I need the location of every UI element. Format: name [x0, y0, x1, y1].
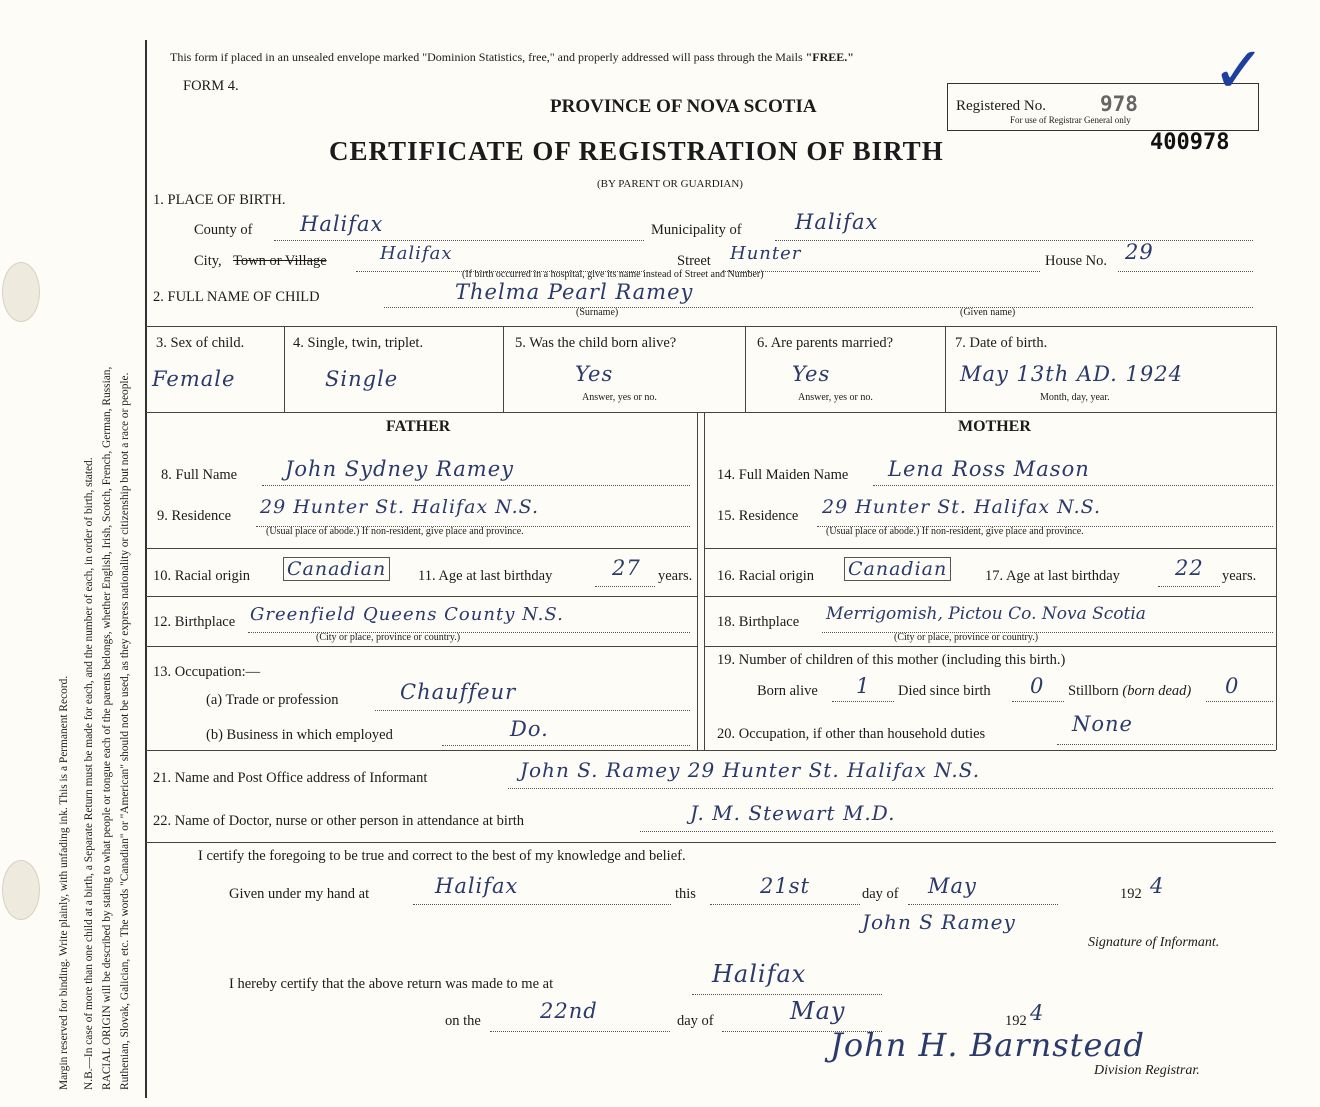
- trade-value: Chauffeur: [400, 680, 517, 704]
- form-number: FORM 4.: [183, 78, 239, 94]
- parents-divider-b: [704, 412, 705, 750]
- parents-right: [1276, 412, 1277, 750]
- box-divider-4: [945, 326, 946, 412]
- child-name-line: [384, 307, 1253, 308]
- father-age-line: [595, 586, 655, 587]
- registered-label: Registered No.: [956, 98, 1046, 114]
- row12-line-right: [704, 646, 1276, 647]
- mother-heading: MOTHER: [958, 418, 1031, 435]
- registered-number: 978: [1100, 92, 1138, 116]
- reg-day-of-label: day of: [677, 1013, 714, 1029]
- parents-bottom-line: [146, 750, 1276, 751]
- died-line: [1012, 701, 1064, 702]
- mother-racial-label: 16. Racial origin: [717, 568, 815, 584]
- given-year-prefix: 192: [1120, 886, 1142, 902]
- registrar-place-line: [692, 994, 882, 995]
- municipality-value: Halifax: [795, 210, 879, 234]
- surname-note: (Surname): [576, 307, 619, 318]
- row9-line-right: [704, 548, 1276, 549]
- margin-note-multiple-births: N.B.—In case of more than one child at a birth, a Separate Return must be made for each, and the number of each, in order of birth, stated.: [83, 457, 95, 1090]
- business-line: [442, 745, 690, 746]
- mother-age-line: [1158, 586, 1220, 587]
- municipality-label: Municipality of: [651, 222, 742, 238]
- row12-line-left: [146, 646, 697, 647]
- mother-occupation-value: None: [1072, 712, 1133, 736]
- box-divider-1: [284, 326, 285, 412]
- mother-occupation-label: 20. Occupation, if other than household duties: [717, 726, 986, 742]
- registrar-statement: I hereby certify that the above return was made to me at: [229, 976, 554, 992]
- father-heading: FATHER: [386, 418, 451, 435]
- informant-value: John S. Ramey 29 Hunter St. Halifax N.S.: [520, 758, 981, 782]
- father-name-value: John Sydney Ramey: [285, 457, 514, 481]
- given-place-line: [413, 904, 671, 905]
- row10-line-left: [146, 596, 697, 597]
- mother-birthplace-note: (City or place, province or country.): [894, 632, 1039, 643]
- died-value: 0: [1030, 674, 1045, 698]
- died-label: Died since birth: [898, 683, 991, 699]
- mother-residence-value: 29 Hunter St. Halifax N.S.: [822, 496, 1101, 518]
- street-line: [722, 271, 1040, 272]
- city-value: Halifax: [380, 243, 453, 264]
- given-day-value: 21st: [760, 874, 810, 898]
- certificate-title: CERTIFICATE OF REGISTRATION OF BIRTH: [329, 136, 944, 166]
- dob-value: May 13th AD. 1924: [960, 362, 1183, 386]
- mother-name-line: [873, 485, 1273, 486]
- father-birthplace-line: [248, 632, 690, 633]
- stillborn-value: 0: [1225, 674, 1240, 698]
- informant-line: [508, 788, 1273, 789]
- father-age-label: 11. Age at last birthday: [418, 568, 553, 584]
- dob-label: 7. Date of birth.: [955, 335, 1048, 351]
- child-name-label: 2. FULL NAME OF CHILD: [153, 289, 320, 305]
- sex-label: 3. Sex of child.: [156, 335, 245, 351]
- alive-label: 5. Was the child born alive?: [515, 335, 677, 351]
- father-racial-value: Canadian: [283, 557, 390, 581]
- informant-label: 21. Name and Post Office address of Informant: [153, 770, 428, 786]
- municipality-line: [775, 240, 1253, 241]
- reg-month-value: May: [790, 997, 846, 1025]
- mother-age-value: 22: [1175, 556, 1204, 580]
- father-years-label: years.: [658, 568, 693, 584]
- given-year-suffix: 4: [1150, 874, 1165, 898]
- mother-birthplace-value: Merrigomish, Pictou Co. Nova Scotia: [826, 604, 1146, 624]
- place-of-birth-heading: 1. PLACE OF BIRTH.: [153, 192, 286, 208]
- county-value: Halifax: [300, 212, 384, 236]
- stamped-number: 400978: [1150, 130, 1230, 155]
- father-name-line: [262, 485, 690, 486]
- business-label: (b) Business in which employed: [206, 727, 393, 743]
- father-residence-label: 9. Residence: [157, 508, 232, 524]
- house-label: House No.: [1045, 253, 1108, 269]
- on-the-label: on the: [445, 1013, 481, 1029]
- margin-note-binding: Margin reserved for binding. Write plainly, with unfading ink. This is a Permanent Record.: [58, 675, 70, 1090]
- alive-note: Answer, yes or no.: [582, 392, 657, 403]
- province-heading: PROVINCE OF NOVA SCOTIA: [550, 96, 817, 117]
- street-value: Hunter: [730, 243, 802, 264]
- certificate-subtitle: (BY PARENT OR GUARDIAN): [597, 178, 743, 190]
- row-top-line: [146, 326, 1276, 327]
- trade-label: (a) Trade or profession: [206, 692, 339, 708]
- doctor-value: J. M. Stewart M.D.: [690, 801, 896, 825]
- box-divider-2: [503, 326, 504, 412]
- mother-residence-note: (Usual place of abode.) If non-resident, give place and province.: [826, 526, 1084, 537]
- margin-note-racial-origin: RACIAL ORIGIN will be described by stating to what people or tongue each of the parents belongs, whether English, Irish, Scotch, French, German, Russian,: [101, 366, 113, 1090]
- box-right: [1276, 326, 1277, 412]
- city-label: City,: [194, 253, 222, 269]
- father-occupation-label: 13. Occupation:—: [153, 664, 261, 680]
- father-birthplace-value: Greenfield Queens County N.S.: [250, 604, 564, 625]
- house-line: [1118, 271, 1253, 272]
- father-birthplace-note: (City or place, province or country.): [316, 632, 461, 643]
- mother-occupation-line: [1057, 744, 1273, 745]
- registrar-signature-label: Division Registrar.: [1094, 1063, 1200, 1078]
- binding-hole-bottom: [2, 860, 40, 920]
- alive-value: Yes: [575, 362, 614, 386]
- hospital-note: (If birth occurred in a hospital, give its name instead of Street and Number): [462, 269, 764, 280]
- children-count-label: 19. Number of children of this mother (including this birth.): [717, 652, 1066, 668]
- father-residence-value: 29 Hunter St. Halifax N.S.: [260, 496, 539, 518]
- married-value: Yes: [792, 362, 831, 386]
- mother-birthplace-label: 18. Birthplace: [717, 614, 800, 630]
- registrar-use-note: For use of Registrar General only: [1010, 115, 1131, 125]
- plurality-label: 4. Single, twin, triplet.: [293, 335, 424, 351]
- street-label: Street: [677, 253, 711, 269]
- mother-age-label: 17. Age at last birthday: [985, 568, 1120, 584]
- reg-year-suffix: 4: [1030, 1001, 1045, 1025]
- binding-hole-top: [2, 262, 40, 322]
- given-day-line: [710, 904, 860, 905]
- house-value: 29: [1125, 240, 1154, 264]
- margin-note-racial-origin-cont: Ruthenian, Slovak, Galician, etc. The words "Canadian" or "American" should not be used, as they express nationality or citizenship but not a race or people.: [119, 372, 131, 1090]
- married-note: Answer, yes or no.: [798, 392, 873, 403]
- doctor-line: [640, 831, 1273, 832]
- given-this-label: this: [675, 886, 696, 902]
- doctor-label: 22. Name of Doctor, nurse or other person in attendance at birth: [153, 813, 525, 829]
- row9-line-left: [146, 548, 697, 549]
- given-month-value: May: [928, 874, 977, 898]
- plurality-value: Single: [325, 367, 399, 391]
- informant-signature: John S Ramey: [862, 910, 1016, 934]
- row10-line-right: [704, 596, 1276, 597]
- given-name-note: (Given name): [960, 307, 1016, 318]
- mother-name-label: 14. Full Maiden Name: [717, 467, 849, 483]
- reg-year-prefix: 192: [1005, 1013, 1027, 1029]
- father-residence-note: (Usual place of abode.) If non-resident, give place and province.: [266, 526, 524, 537]
- mother-birthplace-line: [822, 632, 1273, 633]
- child-name-value: Thelma Pearl Ramey: [455, 280, 694, 304]
- certification-statement: I certify the foregoing to be true and correct to the best of my knowledge and belief.: [198, 848, 686, 864]
- given-place-value: Halifax: [435, 874, 519, 898]
- parents-top-line: [146, 412, 1276, 413]
- mother-racial-value: Canadian: [844, 557, 951, 581]
- born-alive-label: Born alive: [757, 683, 818, 699]
- father-age-value: 27: [612, 556, 641, 580]
- town-label: Town or Village: [233, 253, 327, 269]
- registrar-signature: John H. Barnstead: [830, 1026, 1146, 1064]
- born-alive-value: 1: [856, 674, 871, 698]
- reg-day-value: 22nd: [540, 999, 598, 1023]
- given-day-of-label: day of: [862, 886, 899, 902]
- business-value: Do.: [510, 717, 549, 741]
- county-label: County of: [194, 222, 253, 238]
- stillborn-label: Stillborn (born dead): [1068, 683, 1192, 699]
- father-racial-label: 10. Racial origin: [153, 568, 251, 584]
- mother-residence-label: 15. Residence: [717, 508, 799, 524]
- check-mark-icon: ✓: [1212, 35, 1266, 106]
- married-label: 6. Are parents married?: [757, 335, 894, 351]
- born-alive-line: [832, 701, 894, 702]
- mother-years-label: years.: [1222, 568, 1257, 584]
- sex-value: Female: [152, 367, 236, 391]
- mail-notice: This form if placed in an unsealed envelope marked "Dominion Statistics, free," and properly addressed will pass through the Mails "FREE.": [170, 50, 854, 64]
- trade-line: [375, 710, 690, 711]
- father-birthplace-label: 12. Birthplace: [153, 614, 236, 630]
- dob-note: Month, day, year.: [1040, 392, 1110, 403]
- informant-signature-label: Signature of Informant.: [1088, 935, 1220, 950]
- box-divider-3: [745, 326, 746, 412]
- reg-day-line: [490, 1031, 670, 1032]
- county-line: [274, 240, 644, 241]
- given-month-line: [908, 904, 1058, 905]
- given-label: Given under my hand at: [229, 886, 370, 902]
- certification-top-line: [146, 842, 1276, 843]
- stillborn-line: [1206, 701, 1273, 702]
- parents-divider-a: [697, 412, 698, 750]
- registrar-place-value: Halifax: [712, 960, 807, 988]
- mother-name-value: Lena Ross Mason: [888, 457, 1090, 481]
- father-name-label: 8. Full Name: [161, 467, 238, 483]
